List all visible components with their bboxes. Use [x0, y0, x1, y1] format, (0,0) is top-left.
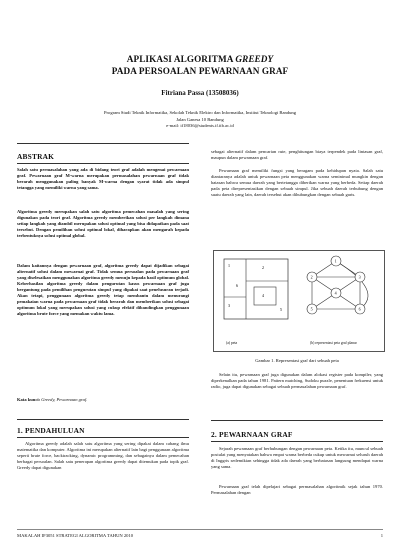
section2-paragraph-2: Pewarnaan graf telah dipelajari sebagai permasalahan algoritmik sejak tahun 1970. Permasalahan dengan [211, 484, 383, 496]
keywords-label: Kata kunci: [17, 397, 42, 402]
section1-rule-bottom [17, 437, 189, 438]
map-outline [224, 259, 288, 319]
page-number: 1 [380, 533, 383, 538]
abstract-paragraph-2: Algoritma greedy merupakan salah satu algoritma pemecahan masalah yang sering digunakan pada teori graf. Algoritma greedy memberikan solusi per langkah dimana setiap langkah yang diambil merupakan solusi optimal yang bisa didapatkan pada saat tersebut. Dengan pemilihan solusi optimal lokal, diharapkan akan mengarah kepada terbentuknya solusi optimal global. [17, 209, 189, 239]
affiliation-line2: Jalan Ganesa 10 Bandung [176, 116, 224, 122]
graph-node-label-1: 1 [334, 258, 337, 264]
right-paragraph-3: Selain itu, pewarnaan graf juga digunakan dalam alokasi register pada kompiler, yang diperkenalkan pada tahun 1981. Pattern matching, Sudoku puzzle, penentuan frekuensi untuk radio, juga dapat digunakan sebagai sebuah permasalahan pewarnaan graf. [211, 372, 383, 390]
graph-node-label-2: 2 [310, 274, 313, 280]
graph-edge [334, 258, 368, 309]
section2-rule-bottom [211, 441, 383, 442]
section1-paragraph: Algoritma greedy adalah salah satu algoritma yang sering dipakai dalam cabang ilmu matematika dan komputer. Algoritma ini merupakan alternatif lain bagi penggunaan algoritma seperti brute force, backtracking, dynamic programming, dan sebagainya dalam pemecahan berbagai persoalan. Salah satu penerapan algoritma greedy dapat ditemukan pada topik graf. Greedy dapat digunakan [17, 441, 189, 471]
right-paragraph-2: Pewarnaan graf memiliki fungsi yang beragam pada kehidupan nyata. Salah satu diantaranya adalah untuk pewarnaan peta menggunakan warna seminimal mungkin dengan batasan bahwa semua daerah yang bertetangga diberikan warna yang berbeda. Setiap daerah pada peta direpresentasikan dengan sebuah simpul. Jika sebuah daerah terhubung dengan suatu daerah yang lain, daerah tersebut akan dihubungkan dengan sebuah garis. [211, 168, 383, 198]
right-paragraph-1: sebagai alternatif dalam pencarian rute, penghitungan biaya terpendek pada lintasan graf, maupun dalam pewarnaan graf. [211, 149, 383, 161]
figure-caption: Gambar 1. Representasi graf dari sebuah peta [255, 358, 339, 363]
paper-title-line2: PADA PERSOALAN PEWARNAAN GRAF [111, 66, 289, 76]
figure-sub-a: (a) peta [226, 341, 238, 345]
affiliation-email: e-mail: if18036@students.if.itb.ac.id [166, 123, 234, 128]
footer-rule [17, 529, 383, 530]
abstract-paragraph-1: Salah satu permasalahan yang ada di bidang teori graf adalah mengenai pewarnaan graf. Pewarnaan graf M-warna merupakan permasalahan pewarnaan graf tidak berarah menggunakan paling banyak M-warna dengan syarat tidak ada simpul tetangga yang memiliki warna yang sama. [17, 167, 189, 191]
abstract-heading: ABSTRAK [17, 152, 55, 161]
graph-node-label-4: 4 [334, 290, 337, 296]
abstract-rule-top [17, 143, 189, 144]
abstract-rule-bottom [17, 163, 189, 164]
figure-svg [214, 251, 386, 353]
keywords-value: Greedy, Pewarnaan graf. [41, 397, 88, 402]
keywords-line [17, 397, 189, 403]
section2-heading: 2. PEWARNAAN GRAF [211, 430, 293, 439]
map-region-label-6: 6 [236, 283, 238, 288]
section1-rule-top [17, 419, 189, 420]
affiliation-line1: Program Studi Teknik Informatika, Sekolah Teknik Elektro dan Informatika, Institut Teknologi Bandung [103, 110, 297, 115]
abstract-paragraph-3: Dalam kaitannya dengan pewarnaan graf, algoritma greedy dapat dijadikan sebagai alternatif solusi dalam mewarnai graf. Tidak semua persoalan pada pewarnaan graf yang diselesaikan menggunakan algoritma greedy menuju kepada hasil optimum global. Keberhasilan algoritma greedy dalam pengurutan kasus pewarnaan graf juga bergantung pada pemilihan pengurutan simpul yang dipakai saat penelusuran terjadi. Akan tetapi, penggunaan algoritma greedy tetap membantu dalam menurangi pemakaian warna pada pewarnaan graf tidak berarah dan memberikan solusi sebagai optimum lokal yang merupakan solusi yang cukup efektif dibandingkan penggunaan algoritma brute force yang memakan waktu lama. [17, 263, 189, 317]
figure-map-graph [213, 250, 385, 352]
graph-node-label-5: 5 [310, 306, 313, 312]
map-region-label-1: 1 [228, 263, 230, 268]
map-region-label-5: 5 [280, 307, 282, 312]
footer-course-text: MAKALAH IF3051 STRATEGI ALGORITMA TAHUN 2010 [17, 533, 134, 538]
map-region-label-3: 3 [228, 303, 230, 308]
graph-node-label-3: 3 [358, 274, 361, 280]
section2-paragraph-1: Sejarah pewarnaan graf berhubungan dengan pewarnaan peta. Ketika itu, muncul sebuah postulat yang menyatakan bahwa empat warna berbeda cukup untuk mewarnai seluruh daerah di Inggris sedemikian sehingga tidak ada daerah yang berbatasan langsung mendapat warna yang sama. [211, 446, 383, 470]
title-emphasis: GREEDY [235, 54, 274, 64]
graph-node-label-6: 6 [358, 306, 361, 312]
section1-heading: 1. PENDAHULUAN [17, 426, 85, 435]
figure-sub-b: (b) representasi peta graf planar [310, 341, 357, 345]
title-prefix: APLIKASI ALGORITMA [126, 54, 236, 64]
section2-rule-top [211, 420, 383, 421]
map-inner-region [254, 287, 276, 305]
paper-title-line1 [20, 54, 380, 64]
author-name: Fitriana Passa (13508036) [161, 89, 239, 97]
map-drawing [224, 259, 288, 319]
map-region-label-2: 2 [262, 265, 264, 270]
graph-drawing [307, 256, 368, 314]
map-region-label-4: 4 [262, 293, 264, 298]
